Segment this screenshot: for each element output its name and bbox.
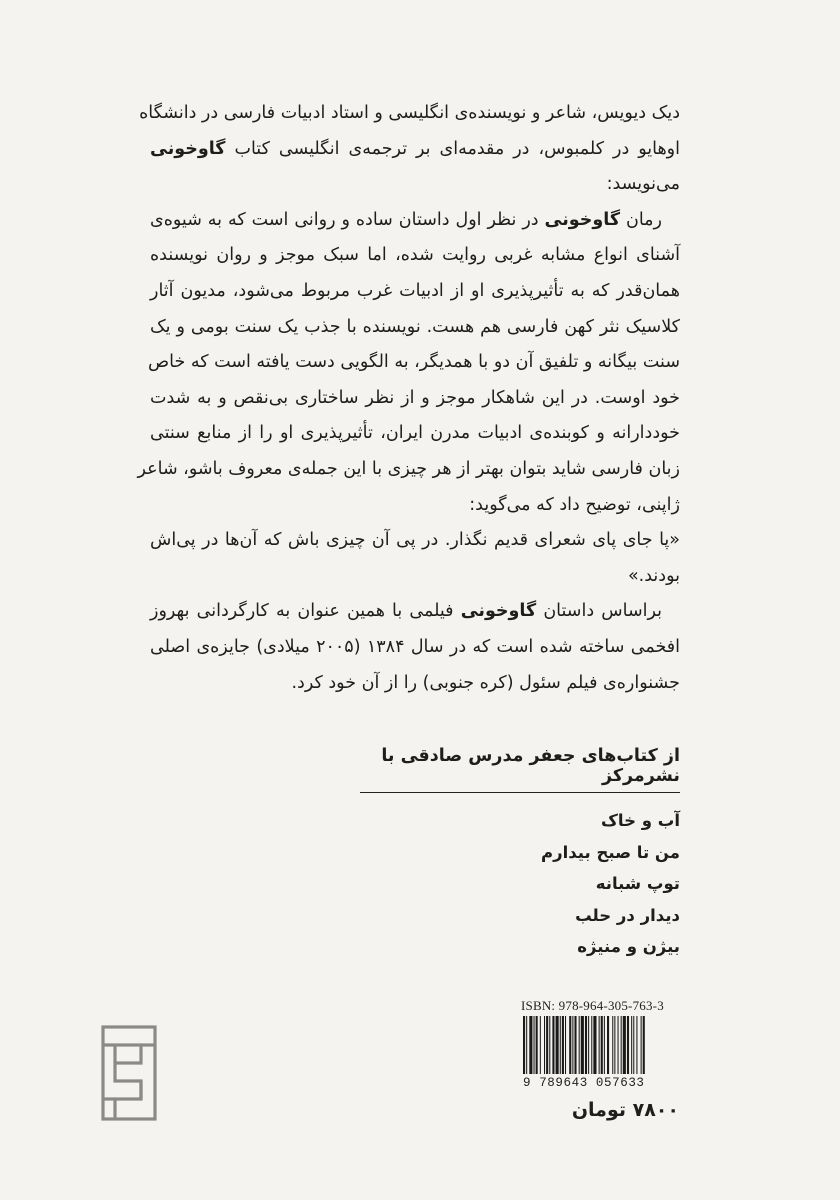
other-books-heading: از کتاب‌های جعفر مدرس صادقی با نشرمرکز [360,746,680,793]
book-list-item: آب و خاک [601,811,680,830]
book-list-item: دیدار در حلب [575,905,680,925]
isbn-label: ISBN: 978-964-305-763-3 [521,998,664,1013]
barcode-block [519,998,679,1098]
description-line: افخمی ساخته شده است که در سال ۱۳۸۴ (۲۰۰۵ میلادی) جایزه‌ی اصلی [150,636,680,657]
description-line: جشنواره‌ی فیلم سئول (کره جنوبی) را از آن خود کرد. [291,672,680,693]
description-line: خوددارانه و کوبنده‌ی ادبیات مدرن ایران، تأثیرپذیری او را از منابع سنتی [150,423,680,444]
book-title-bold: گاوخونی [460,601,537,622]
description-line: دیک دیویس، شاعر و نویسنده‌ی انگلیسی و استاد ادبیات فارسی در دانشگاه [139,103,680,123]
book-list-item: توپ شبانه [595,874,680,893]
barcode-icon [519,1014,679,1078]
description-line: همان‌قدر که به تأثیرپذیری او از ادبیات غرب مربوط می‌شود، مدیون آثار [150,280,680,301]
description-line: آشنای انواع مشابه غربی روایت شده، اما سبک موجز و روان نویسنده [150,245,680,266]
price-label: ۷۸۰۰ تومان [571,1099,679,1121]
description-line: ژاپنی، توضیح داد که می‌گوید: [469,494,680,515]
description-line: کلاسیک نثر کهن فارسی هم هست. نویسنده با جذب یک سنت بومی و یک [150,316,680,337]
description-line: می‌نویسد: [606,174,680,195]
book-title-bold: گاوخونی [150,138,226,159]
barcode-digits: 9 789643 057633 [523,1076,645,1090]
description-line: اوهایو در کلمبوس، در مقدمه‌ای بر ترجمه‌ی انگلیسی کتاب گاوخونی [150,138,680,159]
description-line: براساس داستان گاوخونی فیلمی با همین عنوان به کارگردانی بهروز [150,601,662,622]
description-line: رمان گاوخونی در نظر اول داستان ساده و روانی است که به شیوه‌ی [150,209,662,230]
description-line: سنت بیگانه و تلفیق آن دو با همدیگر، به الگویی دست یافته است که خاص [148,352,680,373]
book-list-item: بیژن و منیژه [577,937,680,956]
description-line: زبان فارسی شاید بتوان بهتر از هر چیزی با این جمله‌ی معروف باشو، شاعر [137,458,680,479]
nashr-markaz-logo-icon [101,1025,157,1121]
book-list-item: من تا صبح بیدارم [541,842,680,862]
description-line: خود اوست. در این شاهکار موجز و از نظر ساختاری بی‌نقص و به شدت [150,387,680,408]
quote-line: «پا جای پای شعرای قدیم نگذار. در پی آن چیزی باش که آن‌ها در پی‌اش [150,530,680,551]
other-books-section [360,746,680,963]
book-title-bold: گاوخونی [544,209,621,230]
quote-line: بودند.» [627,565,680,586]
description-text [137,96,680,701]
